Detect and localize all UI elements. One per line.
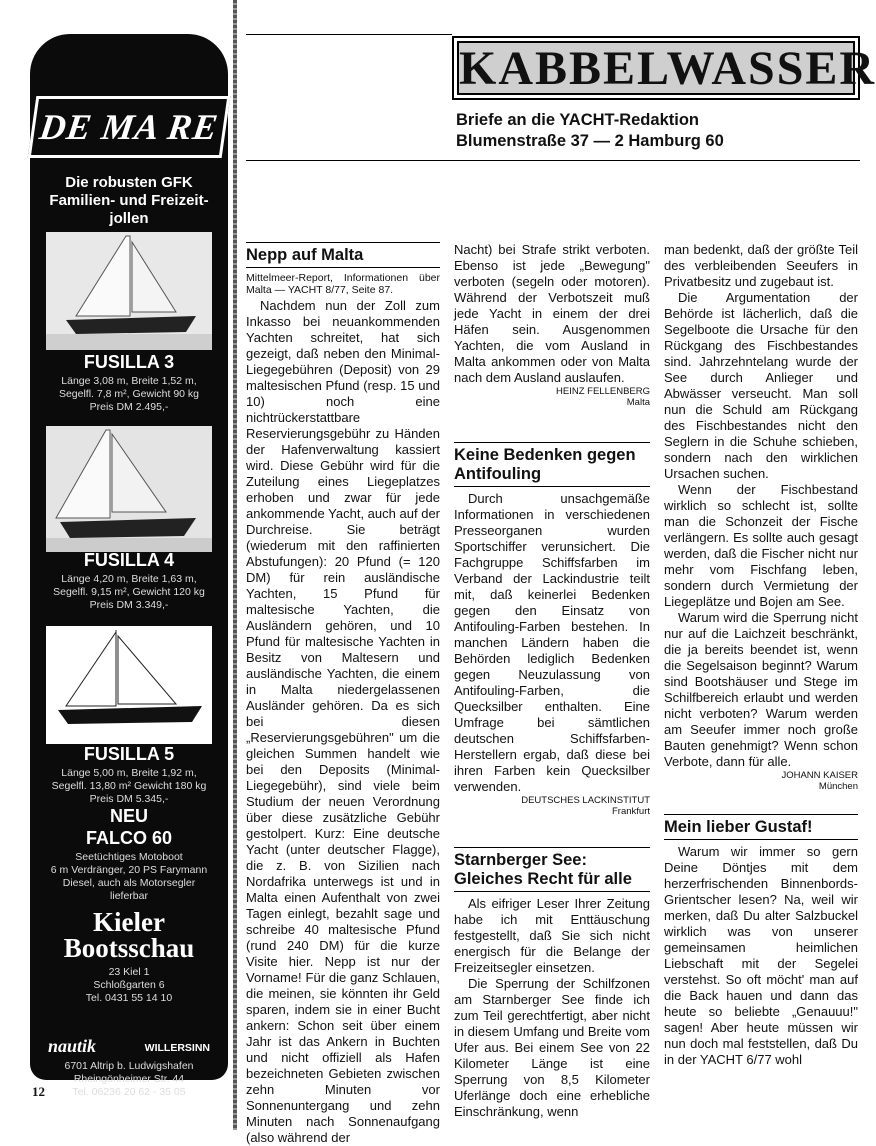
signature-place: München [818,781,858,792]
falco-name: FALCO 60 [85,828,173,848]
demare-logo: DE MA RE [28,96,231,158]
article-body: Die Sperrung der Schilfzonen am Starnberger See finde ich zum Teil gerechtfertigt, aber nicht in diesem Umfang und Breite vom Ufer aus. Bei einem See von 22 Kilometer Länge ist eine Sperrung von 8,5 Kilometer Uferlänge doch eine erhebliche Einschränkung, wenn [454,976,650,1119]
page-gutter [233,0,237,1130]
masthead [452,36,876,100]
signature-place: Frankfurt [611,806,650,817]
article-title: Starnberger See: Gleiches Recht für alle [454,847,650,892]
masthead-title: KABBELWASSER [459,42,876,95]
article-body: Warum wir immer so gern Deine Döntjes mit dem herzerfrischenden Binnenbords-Grientscher lesen? Na, weil wir merken, daß Du alter Salzbuckel wirklich was von unserer gemeinsamen heimlichen Liebschaft mit der Segelei verstehst. So oft möcht' man auf die Back hauen und dann das heute so beliebte „Genauuu!" sagen! Aber heute müssen wir nun doch mal feststellen, daß Du in der YACHT 6/77 wohl [664,844,858,1067]
kiel-address: 23 Kiel 1 Schloßgarten 6 Tel. 0431 55 14 10 [85,966,173,1004]
article-body: Durch unsachgemäße Informationen in verschiedenen Presseorganen wurden Sportschiffer verunsichert. Die Fachgruppe Schiffsfarben im Verband der Lackindustrie teilt mit, daß keinerlei Bedenken gegen den Einsatz von Antifouling-Farben bestehen. In manchen Ländern haben die Behörden lediglich Bedenken gegen Neuzulassung von Antifouling-Farben, die Quecksilber enthalten. Eine Umfrage bei sämtlichen deutschen Schiffsfarben-Herstellern ergab, daß diese bei ihren Farben kein Quecksilber verwenden. [454,491,650,794]
ad-tagline: Die robusten GFK Familien- und Freizeit-jollen [49,174,209,227]
article-body: man bedenkt, daß der größte Teil des verbleibenden Seeufers in Privatbesitz und zugebaut ist. [664,242,858,289]
article-title: Nepp auf Malta [246,242,440,268]
signature-author: JOHANN KAISER [781,770,858,781]
model-name: FUSILLA 4 [83,550,175,570]
boat-photo-fusilla-3 [46,232,212,350]
signature [454,795,650,817]
subheading-line-1: Briefe an die YACHT-Redaktion [456,111,699,129]
article-title: Mein lieber Gustaf! [664,814,858,840]
signature-author: DEUTSCHES LACKINSTITUT [521,795,650,806]
bootsschau-label: Bootsschau [63,933,195,963]
model-specs: Länge 4,20 m, Breite 1,63 m, Segelfl. 9,15 m², Gewicht 120 kg Preis DM 3.349,- [53,573,205,611]
column-2 [454,242,650,1120]
subheading [456,110,724,152]
signature-place: Malta [626,397,650,408]
column-3 [664,242,858,1068]
article-body: Warum wird die Sperrung nicht nur auf die Laichzeit beschränkt, die ja bereits beendet ist, wenn die Segelsaison beginnt? Warum sind Bootshäuser und Stege im Schilfbereich erlaubt und werden nicht verboten? Warum werden am Seeufer immer noch große Bauten genehmigt? Wenn schon Verbote, dann für alle. [664,610,858,769]
article-title: Keine Bedenken gegen Antifouling [454,442,650,487]
falco-specs: Seetüchtiges Motoboot 6 m Verdränger, 20 PS Farymann Diesel, auch als Motorsegler lieferbar [50,851,208,902]
signature [454,386,650,408]
model-specs: Länge 3,08 m, Breite 1,52 m, Segelfl. 7,8 m², Gewicht 90 kg Preis DM 2.495,- [58,375,200,413]
article-body: Nacht) bei Strafe strikt verboten. Ebenso ist jede „Bewegung" verboten (segeln oder motoren). Während der Verbotszeit muß jede Yacht in einem der drei Häfen sein. Ausgenommen Yachten, die vom Ausland in Malta ankommen oder von Malta nach dem Ausland auslaufen. [454,242,650,385]
kieler-label: Kieler [93,907,165,937]
article-intro: Mittelmeer-Report, Informationen über Malta — YACHT 8/77, Seite 87. [246,272,440,296]
model-name: FUSILLA 3 [83,352,175,372]
article-body: Nachdem nun der Zoll zum Inkasso bei neuankommenden Yachten schreitet, hat sich gezeigt, daß neben den Minimal-Liegegebühren (Deposit) von 29 maltesischen Pfund (resp. 15 und 10) noch eine nichtrückerstattbare Reservierungsgebühr zu Händen der Hafenverwaltung kassiert wird. Diese Gebühr wird für die Zuteilung eines Liegeplatzes erhoben und zwar für jede ankommende Yacht, auch auf der Durchreise. Sie beträgt (wiederum mit den raffinierten Abstufungen): 20 Pfund (= 120 DM) für rein ausländische Yachten, 15 Pfund für maltesische Yachten, die Ausländern gehören, und 10 Pfund für maltesische Yachten in Besitz von Maltesern und ausländische Yachten, die einem in Malta niedergelassenen Ausländer gehören. Da es sich bei diesen „Reservierungsgebühren" um die gleichen Summen handelt wie bei den Deposits (Minimal-Liegegebühr), sind viele beim Studium der neuen Verordnung über diese zusätzliche Gebühr gestolpert. Kurz: Eine deutsche Yacht (unter deutscher Flagge), die z. B. von Sizilien nach Nordafrika unterwegs ist und in Malta einen Aufenthalt von zwei Tagen einlegt, bezahlt sage und schreibe 40 maltesische Pfund (rund 240 DM) für die kurze Visite hier. Nepp ist nur der Vorname! Für die ganz Schlauen, die meinen, sie könnten ihr Geld sparen, indem sie in einer Bucht ankern: Schon seit über einem Jahr ist das Ankern in Buchten und nicht offiziell als Hafen bezeichneten Gebieten zwischen zehn Minuten vor Sonnenuntergang und zehn Minuten nach Sonnenaufgang (also während der [246,298,440,1145]
header-rule [246,160,860,161]
signature-author: HEINZ FELLENBERG [556,386,650,397]
article-body: Die Argumentation der Behörde ist lächerlich, daß die Segelboote die Ursache für den Rückgang des Fischbestandes sind. Jahrzehntelang wurde der See durch Anlieger und Abwässer verseucht. Man soll nun die Schuld am Rückgang des Fischbestandes nicht den Seglern in die Schuhe schieben, sondern nach den wirklichen Ursachen suchen. [664,290,858,481]
article-body: Wenn der Fischbestand wirklich so schlecht ist, sollte man die Schonzeit der Fische verlängern. Es sollte auch gesagt werden, daß die Fischer nicht nur mehr vom Fischfang leben, sondern durch Vermietung der Liegeplätze und Bojen am See. [664,482,858,609]
subheading-line-2: Blumenstraße 37 — 2 Hamburg 60 [456,132,724,150]
page-number: 12 [32,1084,45,1099]
model-specs: Länge 5,00 m, Breite 1,92 m, Segelfl. 13,80 m² Gewicht 180 kg Preis DM 5.345,- [51,767,207,805]
column-1 [246,242,440,1146]
top-rule [246,34,452,35]
article-body: Als eifriger Leser Ihrer Zeitung habe ich mit Enttäuschung festgestellt, daß Sie sich nicht energisch für die Belange der Freizeitsegler einsetzen. [454,896,650,975]
willersinn-address: 6701 Altrip b. Ludwigshafen Rheingönheimer Str. 44 Tel. 06236 20 62 - 35 05 [64,1060,194,1098]
signature [664,770,858,792]
boat-photo-fusilla-4 [46,426,212,552]
advertisement [30,34,228,1098]
boat-drawing-fusilla-5 [46,626,212,744]
nautik-logo: nautik [48,1036,97,1056]
model-name: FUSILLA 5 [83,744,175,764]
willersinn-label: WILLERSINN [144,1042,210,1054]
new-label: NEU [109,806,148,826]
